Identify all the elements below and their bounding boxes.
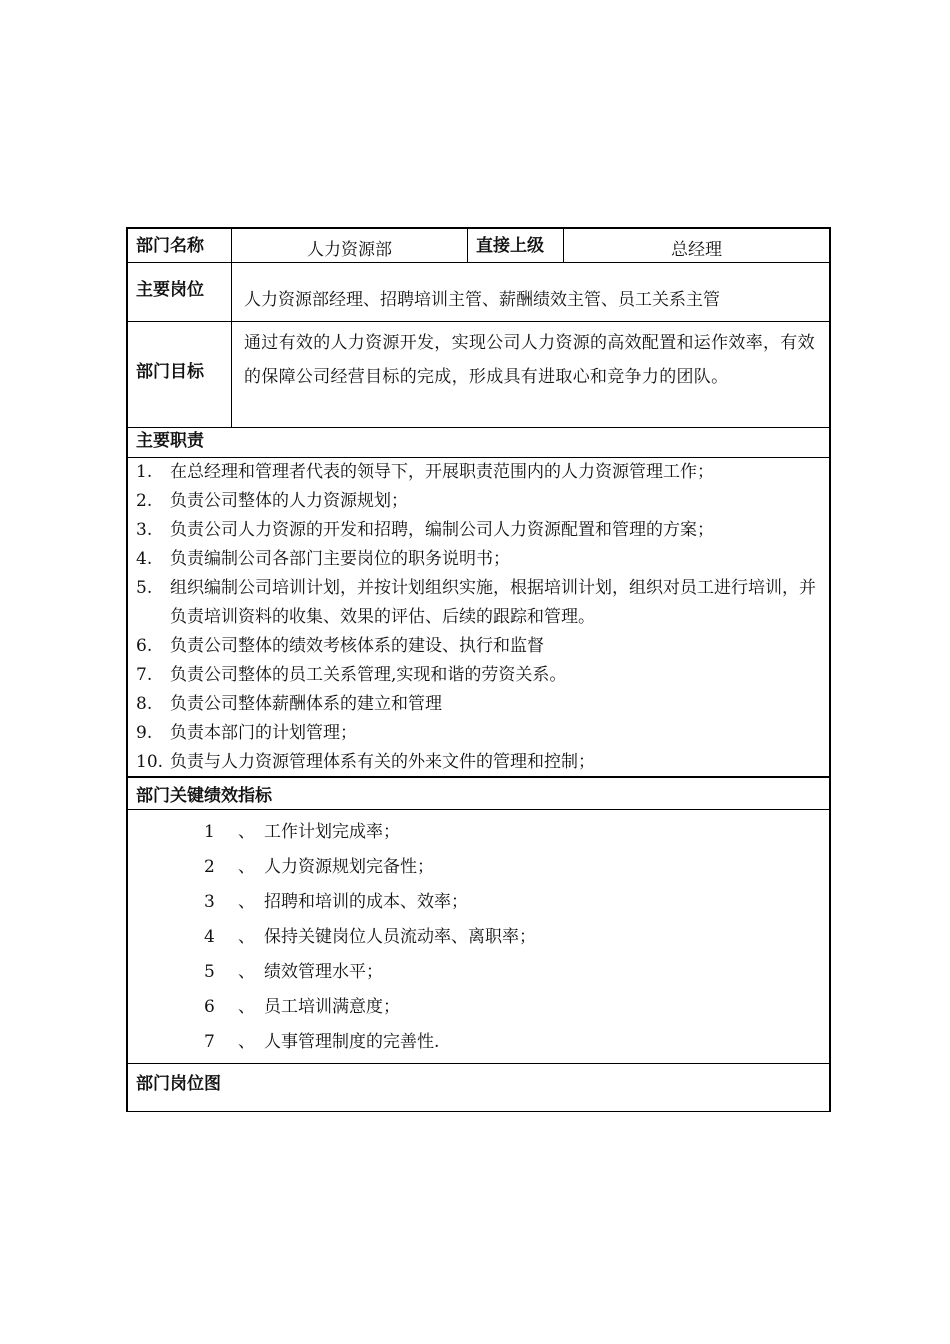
item-text: 保持关键岗位人员流动率、离职率；: [264, 927, 536, 947]
item-separator: 、: [238, 962, 255, 982]
kpi-list: [128, 810, 829, 1064]
positions-label: 主要岗位: [128, 263, 232, 321]
item-text: 负责公司人力资源的开发和招聘，编制公司人力资源配置和管理的方案；: [170, 520, 714, 540]
item-text: 员工培训满意度；: [264, 997, 400, 1017]
list-item: [136, 574, 829, 632]
item-number: 5.: [136, 578, 153, 598]
item-text: 负责公司整体的绩效考核体系的建设、执行和监督: [170, 636, 544, 656]
item-number: 9.: [136, 723, 153, 743]
item-text: 负责本部门的计划管理；: [170, 723, 357, 743]
item-text: 人事管理制度的完善性.: [264, 1032, 440, 1052]
item-number: 4: [204, 927, 215, 947]
item-separator: 、: [238, 997, 255, 1017]
item-number: 6: [204, 997, 215, 1017]
list-item: [204, 923, 829, 958]
positions-value: 人力资源部经理、招聘培训主管、薪酬绩效主管、员工关系主管: [244, 290, 720, 310]
duties-title: 主要职责: [128, 428, 829, 458]
item-text: 负责公司整体薪酬体系的建立和管理: [170, 694, 442, 714]
item-separator: 、: [238, 927, 255, 947]
list-item: [204, 958, 829, 993]
header-row: [128, 229, 829, 263]
item-number: 3: [204, 892, 215, 912]
item-text: 负责公司整体的员工关系管理,实现和谐的劳资关系。: [170, 665, 567, 685]
item-number: 1: [204, 822, 215, 842]
item-number: 6.: [136, 636, 153, 656]
item-text: 组织编制公司培训计划，并按计划组织实施，根据培训计划，组织对员工进行培训，并负责培训资料的收集、效果的评估、后续的跟踪和管理。: [170, 578, 816, 627]
item-text: 在总经理和管理者代表的领导下，开展职责范围内的人力资源管理工作；: [170, 462, 714, 482]
item-separator: 、: [238, 857, 255, 877]
item-number: 8.: [136, 694, 153, 714]
superior-value: 总经理: [671, 240, 722, 260]
list-item: [204, 993, 829, 1028]
item-number: 2.: [136, 491, 153, 511]
item-separator: 、: [238, 892, 255, 912]
superior-label: 直接上级: [468, 229, 564, 262]
list-item: [136, 632, 829, 661]
item-text: 人力资源规划完备性；: [264, 857, 434, 877]
list-item: [136, 690, 829, 719]
item-text: 工作计划完成率；: [264, 822, 400, 842]
item-text: 负责编制公司各部门主要岗位的职务说明书；: [170, 549, 510, 569]
goal-label: 部门目标: [128, 322, 232, 427]
list-item: [136, 458, 829, 487]
list-item: [136, 487, 829, 516]
item-number: 1.: [136, 462, 153, 482]
list-item: [204, 853, 829, 888]
item-separator: 、: [238, 1032, 255, 1052]
item-text: 绩效管理水平；: [264, 962, 383, 982]
item-text: 负责与人力资源管理体系有关的外来文件的管理和控制；: [170, 752, 595, 772]
dept-name-label: 部门名称: [128, 229, 232, 262]
item-number: 4.: [136, 549, 153, 569]
list-item: [204, 818, 829, 853]
item-number: 10.: [136, 752, 164, 772]
goal-row: [128, 322, 829, 428]
list-item: [136, 545, 829, 574]
kpi-title: 部门关键绩效指标: [128, 778, 829, 810]
item-number: 7.: [136, 665, 153, 685]
item-number: 5: [204, 962, 215, 982]
positions-row: [128, 263, 829, 322]
list-item: [204, 888, 829, 923]
list-item: [136, 748, 829, 777]
item-text: 招聘和培训的成本、效率；: [264, 892, 468, 912]
item-separator: 、: [238, 822, 255, 842]
org-chart-title: 部门岗位图: [128, 1064, 829, 1112]
list-item: [136, 719, 829, 748]
item-number: 7: [204, 1032, 215, 1052]
item-number: 3.: [136, 520, 153, 540]
dept-description-table: [126, 227, 831, 1112]
item-number: 2: [204, 857, 215, 877]
duties-list: [128, 458, 829, 778]
item-text: 负责公司整体的人力资源规划；: [170, 491, 408, 511]
dept-name-value: 人力资源部: [232, 229, 468, 262]
goal-value: 通过有效的人力资源开发，实现公司人力资源的高效配置和运作效率，有效的保障公司经营目标的完成，形成具有进取心和竞争力的团队。: [244, 333, 815, 387]
list-item: [136, 661, 829, 690]
list-item: [204, 1028, 829, 1063]
list-item: [136, 516, 829, 545]
